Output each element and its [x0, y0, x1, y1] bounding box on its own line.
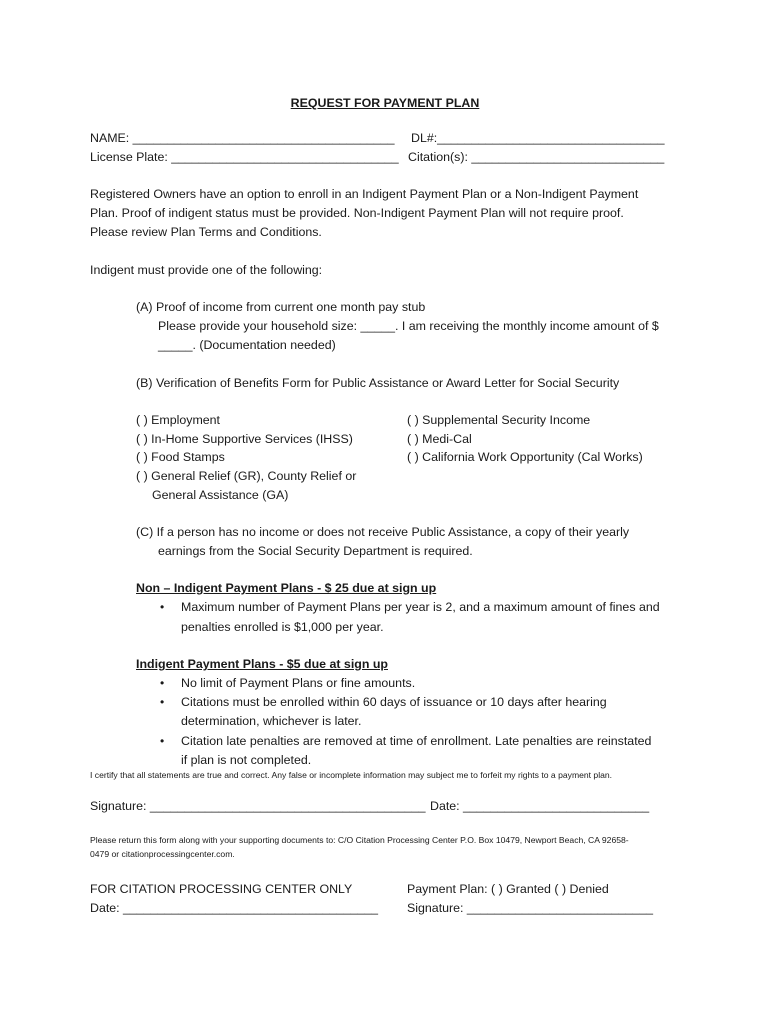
bullet-icon: • — [160, 695, 165, 709]
intro-text-line-3: Please review Plan Terms and Conditions. — [90, 225, 322, 239]
option-a-line-1: (A) Proof of income from current one month pay stub — [136, 300, 426, 314]
non-indigent-heading: Non – Indigent Payment Plans - $ 25 due at sign up — [136, 581, 437, 595]
signature-field[interactable]: Signature: ________________________________________ — [90, 799, 426, 813]
date-field[interactable]: Date: ___________________________ — [430, 799, 650, 813]
household-size-field[interactable]: Please provide your household size: _____. I am receiving the monthly income amount of $ — [158, 319, 659, 333]
return-instructions-line-2: 0479 or citationprocessingcenter.com. — [90, 849, 235, 859]
page-title: REQUEST FOR PAYMENT PLAN — [290, 96, 480, 110]
non-indigent-bullet-1-line-2: penalties enrolled is $1,000 per year. — [181, 620, 384, 634]
checkbox-general-relief[interactable]: ( ) General Relief (GR), County Relief or — [136, 469, 357, 483]
bullet-icon: • — [160, 676, 165, 690]
intro-text-line-1: Registered Owners have an option to enroll in an Indigent Payment Plan or a Non-Indigent Payment — [90, 187, 639, 201]
checkbox-food-stamps[interactable]: ( ) Food Stamps — [136, 450, 225, 464]
checkbox-calworks[interactable]: ( ) California Work Opportunity (Cal Works) — [407, 450, 643, 464]
bullet-icon: • — [160, 600, 165, 614]
dl-field[interactable]: DL#:_________________________________ — [411, 131, 665, 145]
monthly-income-field[interactable]: _____. (Documentation needed) — [158, 338, 336, 352]
license-plate-field[interactable]: License Plate: _________________________________ — [90, 150, 399, 164]
option-c-line-2: earnings from the Social Security Department is required. — [158, 544, 473, 558]
general-relief-continued: General Assistance (GA) — [152, 488, 289, 502]
indigent-heading: Indigent Payment Plans - $5 due at sign up — [136, 657, 388, 671]
checkbox-medi-cal[interactable]: ( ) Medi-Cal — [407, 432, 472, 446]
certification-statement: I certify that all statements are true and correct. Any false or incomplete information may subject me to forfeit my rights to a payment plan. — [90, 770, 613, 780]
option-b-text: (B) Verification of Benefits Form for Public Assistance or Award Letter for Social Security — [136, 376, 620, 390]
name-field[interactable]: NAME: ______________________________________ — [90, 131, 395, 145]
checkbox-ihss[interactable]: ( ) In-Home Supportive Services (IHSS) — [136, 432, 353, 446]
checkbox-ssi[interactable]: ( ) Supplemental Security Income — [407, 413, 591, 427]
citations-field[interactable]: Citation(s): ____________________________ — [408, 150, 665, 164]
return-instructions-line-1: Please return this form along with your supporting documents to: C/O Citation Processing Center P.O. Box 10479, Newport Beach, CA 92658- — [90, 835, 629, 845]
payment-plan-decision[interactable]: Payment Plan: ( ) Granted ( ) Denied — [407, 882, 609, 896]
office-signature-field[interactable]: Signature: ___________________________ — [407, 901, 653, 915]
non-indigent-bullet-1-line-1: Maximum number of Payment Plans per year is 2, and a maximum amount of fines and — [181, 600, 660, 614]
office-use-label: FOR CITATION PROCESSING CENTER ONLY — [90, 882, 353, 896]
bullet-icon: • — [160, 734, 165, 748]
intro-text-line-2: Plan. Proof of indigent status must be provided. Non-Indigent Payment Plan will not require proof. — [90, 206, 624, 220]
indigent-bullet-3-line-2: if plan is not completed. — [181, 753, 312, 767]
indigent-bullet-2-line-2: determination, whichever is later. — [181, 714, 362, 728]
office-date-field[interactable]: Date: _____________________________________ — [90, 901, 379, 915]
checkbox-employment[interactable]: ( ) Employment — [136, 413, 220, 427]
indigent-bullet-1: No limit of Payment Plans or fine amounts. — [181, 676, 416, 690]
indigent-bullet-3-line-1: Citation late penalties are removed at time of enrollment. Late penalties are reinstated — [181, 734, 652, 748]
indigent-bullet-2-line-1: Citations must be enrolled within 60 days of issuance or 10 days after hearing — [181, 695, 607, 709]
option-c-line-1: (C) If a person has no income or does not receive Public Assistance, a copy of their yearly — [136, 525, 630, 539]
indigent-requirements-heading: Indigent must provide one of the following: — [90, 263, 323, 277]
